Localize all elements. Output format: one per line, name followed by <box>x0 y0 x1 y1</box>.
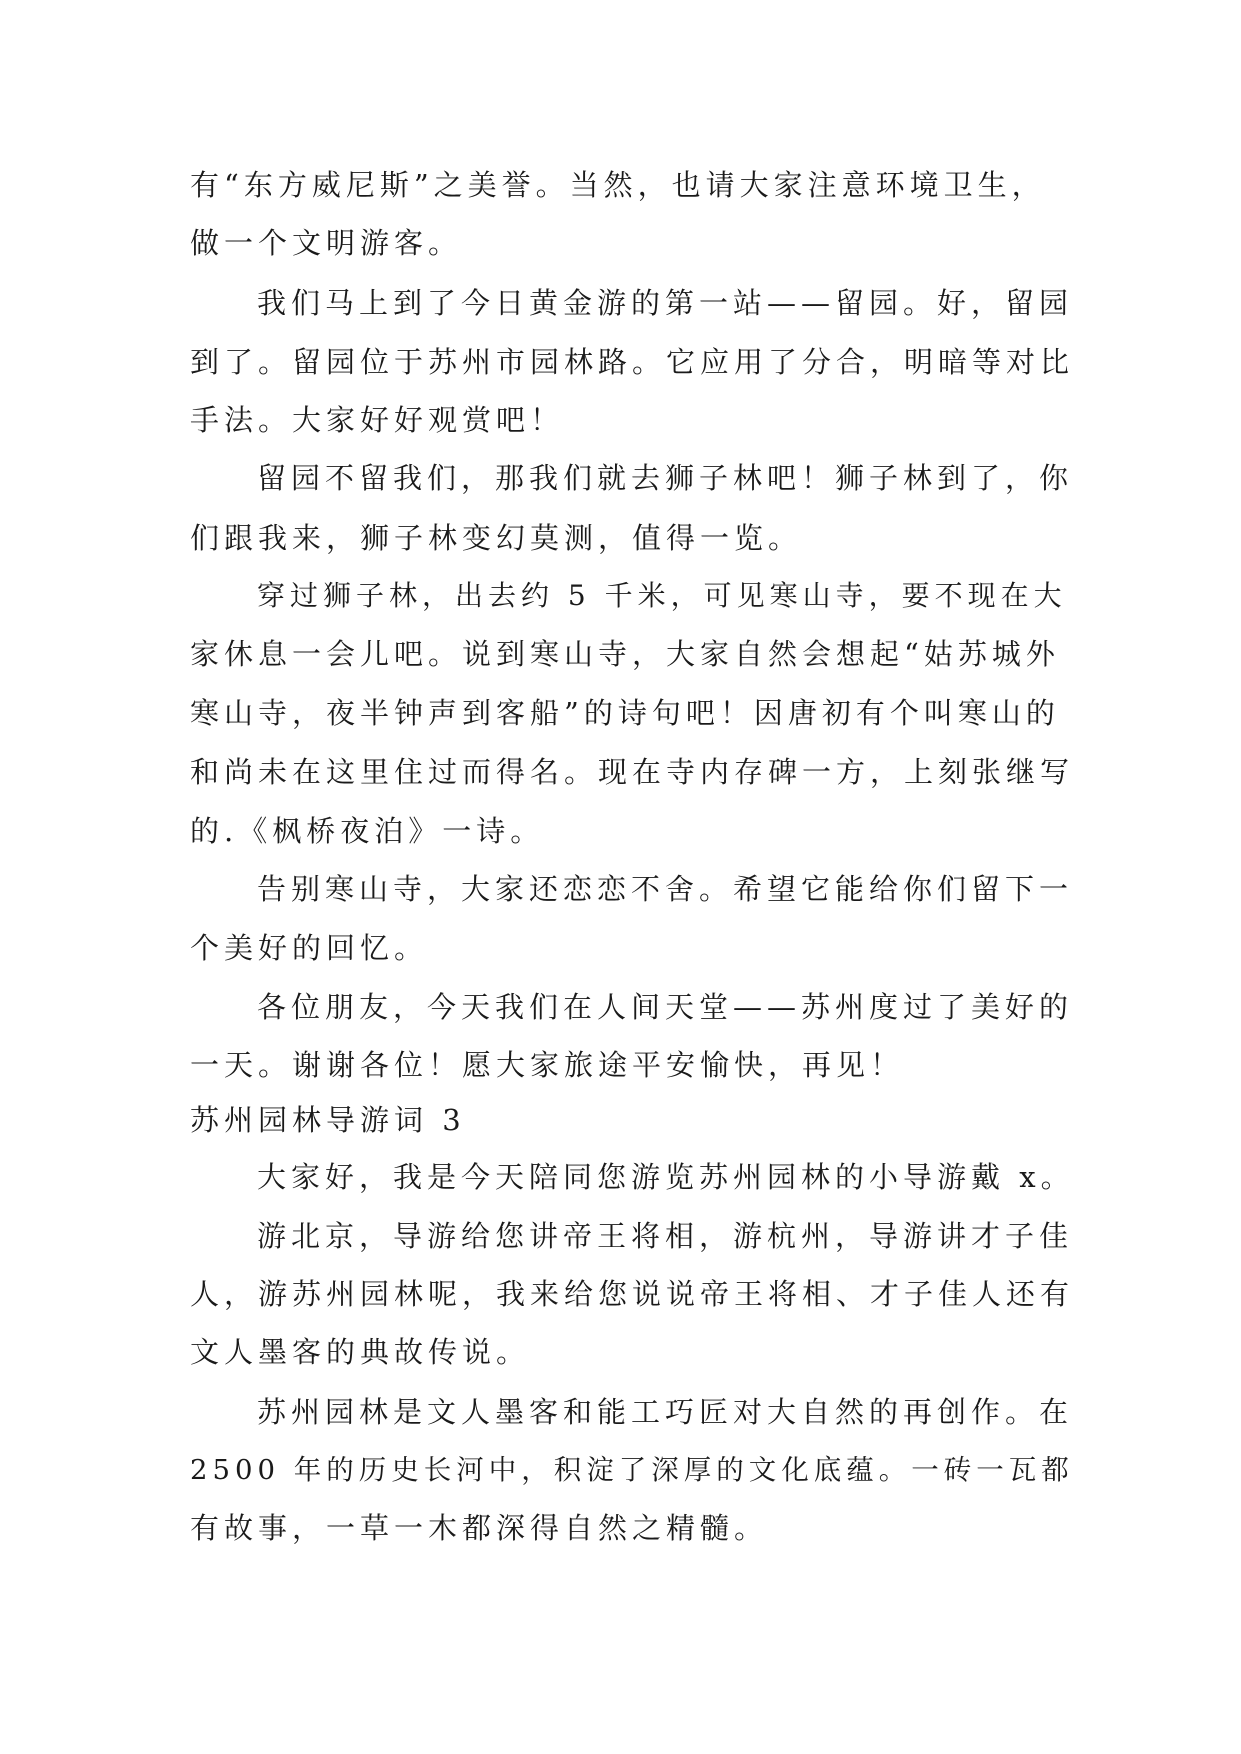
text-line: 告别寒山寺，大家还恋恋不舍。希望它能给你们留下一 <box>257 872 1074 906</box>
text-line: 苏州园林是文人墨客和能工巧匠对大自然的再创作。在 <box>257 1395 1074 1429</box>
text-line: 有故事，一草一木都深得自然之精髓。 <box>190 1511 769 1545</box>
text-line: 到了。留园位于苏州市园林路。它应用了分合，明暗等对比 <box>190 345 1075 379</box>
text-line: 大家好，我是今天陪同您游览苏州园林的小导游戴 x。 <box>257 1160 1075 1194</box>
text-line: 家休息一会儿吧。说到寒山寺，大家自然会想起“姑苏城外 <box>190 637 1060 671</box>
text-line: 2500 年的历史长河中，积淀了深厚的文化底蕴。一砖一瓦都 <box>190 1454 1074 1486</box>
text-line: 人，游苏州园林呢，我来给您说说帝王将相、才子佳人还有 <box>190 1277 1075 1311</box>
text-line: 游北京，导游给您讲帝王将相，游杭州，导游讲才子佳 <box>257 1219 1074 1253</box>
text-line: 一天。谢谢各位！愿大家旅途平安愉快，再见！ <box>190 1048 905 1082</box>
text-line: 留园不留我们，那我们就去狮子林吧！狮子林到了，你 <box>257 461 1074 495</box>
text-line: 有“东方威尼斯”之美誉。当然，也请大家注意环境卫生， <box>190 168 1046 202</box>
text-line: 文人墨客的典故传说。 <box>190 1335 531 1369</box>
section-heading: 苏州园林导游词 3 <box>190 1103 466 1137</box>
text-line: 寒山寺，夜半钟声到客船”的诗句吧！因唐初有个叫寒山的 <box>190 696 1060 730</box>
text-line: 个美好的回忆。 <box>190 931 429 965</box>
text-line: 穿过狮子林，出去约 5 千米，可见寒山寺，要不现在大 <box>257 579 1067 612</box>
text-line: 我们马上到了今日黄金游的第一站——留园。好，留园 <box>257 286 1074 320</box>
text-line: 们跟我来，狮子林变幻莫测，值得一览。 <box>190 521 803 555</box>
text-line: 和尚未在这里住过而得名。现在寺内存碑一方，上刻张继写 <box>190 755 1075 789</box>
text-line: 做一个文明游客。 <box>190 226 463 260</box>
text-line: 的.《枫桥夜泊》一诗。 <box>190 814 545 848</box>
text-line: 手法。大家好好观赏吧！ <box>190 403 565 437</box>
text-line: 各位朋友，今天我们在人间天堂——苏州度过了美好的 <box>257 990 1074 1024</box>
